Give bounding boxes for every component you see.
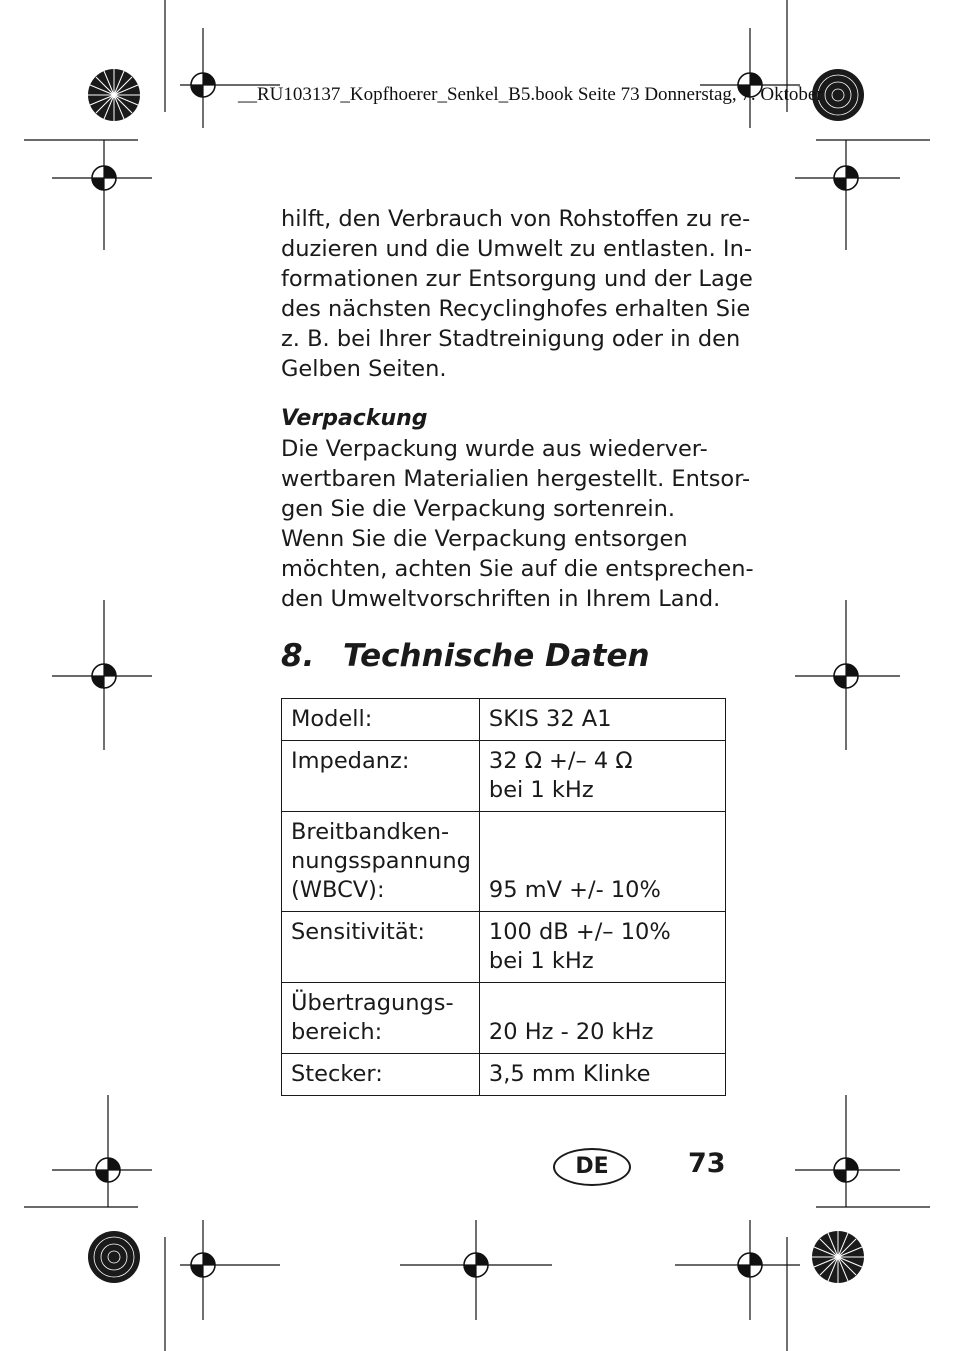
text-line: wertbaren Materialien hergestellt. Entsor- <box>281 466 751 492</box>
page-number: 73 <box>688 1148 726 1179</box>
spec-value-line: 100 dB +/– 10% <box>488 919 671 945</box>
text-line: des nächsten Recyclinghofes erhalten Sie <box>281 296 751 322</box>
spec-value-line: 95 mV +/- 10% <box>488 877 661 903</box>
spec-value <box>479 912 725 983</box>
text-line: gen Sie die Verpackung sortenrein. <box>281 496 675 522</box>
text-line: hilft, den Verbrauch von Rohstoffen zu re- <box>281 206 751 232</box>
text-line: Gelben Seiten. <box>281 356 447 382</box>
spec-label-line: Stecker: <box>291 1061 383 1087</box>
text-line: z. B. bei Ihrer Stadtreinigung oder in den <box>281 326 741 352</box>
spec-label-line: Übertragungs- <box>291 990 454 1016</box>
table-row <box>282 983 726 1054</box>
text-line: formationen zur Entsorgung und der Lage <box>281 266 753 292</box>
spec-value <box>479 699 725 741</box>
spec-label-line: Impedanz: <box>291 748 410 774</box>
table-row <box>282 741 726 812</box>
table-row <box>282 699 726 741</box>
spec-value-line: 32 Ω +/– 4 Ω <box>488 748 633 774</box>
spec-label-line: Breitbandken- <box>291 819 450 845</box>
technical-data-table <box>281 698 726 1096</box>
intro-paragraph <box>281 204 753 384</box>
running-header: __RU103137_Kopfhoerer_Senkel_B5.book Seite 73 Donnerstag, 7. Oktober <box>238 84 823 105</box>
table-row <box>282 1054 726 1096</box>
spec-label-line: Modell: <box>291 706 373 732</box>
spec-value <box>479 1054 725 1096</box>
spec-label <box>282 741 480 812</box>
spec-label-line: nungsspannung <box>291 848 471 874</box>
spec-value-line: 20 Hz - 20 kHz <box>488 1019 654 1045</box>
spec-value <box>479 812 725 912</box>
spec-label <box>282 812 480 912</box>
section-number: 8. <box>281 638 315 674</box>
spec-value-line: bei 1 kHz <box>488 777 594 803</box>
spec-label <box>282 912 480 983</box>
table-row <box>282 912 726 983</box>
spec-label-line: bereich: <box>291 1019 383 1045</box>
spec-label-line: Sensitivität: <box>291 919 426 945</box>
spec-label <box>282 983 480 1054</box>
spec-label-line: (WBCV): <box>291 877 385 903</box>
language-badge: DE <box>553 1148 631 1186</box>
spec-value-line: bei 1 kHz <box>488 948 594 974</box>
body-text <box>281 204 754 614</box>
spec-label <box>282 1054 480 1096</box>
section-title-text: Technische Daten <box>343 638 650 674</box>
text-line: möchten, achten Sie auf die entsprechen- <box>281 556 754 582</box>
spec-value <box>479 741 725 812</box>
packaging-heading: Verpackung <box>281 406 428 431</box>
spec-label <box>282 699 480 741</box>
text-line: duzieren und die Umwelt zu entlasten. In- <box>281 236 752 262</box>
spec-value-line: SKIS 32 A1 <box>488 706 612 732</box>
packaging-paragraph <box>281 434 754 614</box>
section-heading <box>281 638 650 674</box>
spec-value-line: 3,5 mm Klinke <box>488 1061 651 1087</box>
text-line: Die Verpackung wurde aus wiederver- <box>281 436 708 462</box>
text-line: Wenn Sie die Verpackung entsorgen <box>281 526 688 552</box>
spec-value <box>479 983 725 1054</box>
text-line: den Umweltvorschriften in Ihrem Land. <box>281 586 721 612</box>
table-row <box>282 812 726 912</box>
